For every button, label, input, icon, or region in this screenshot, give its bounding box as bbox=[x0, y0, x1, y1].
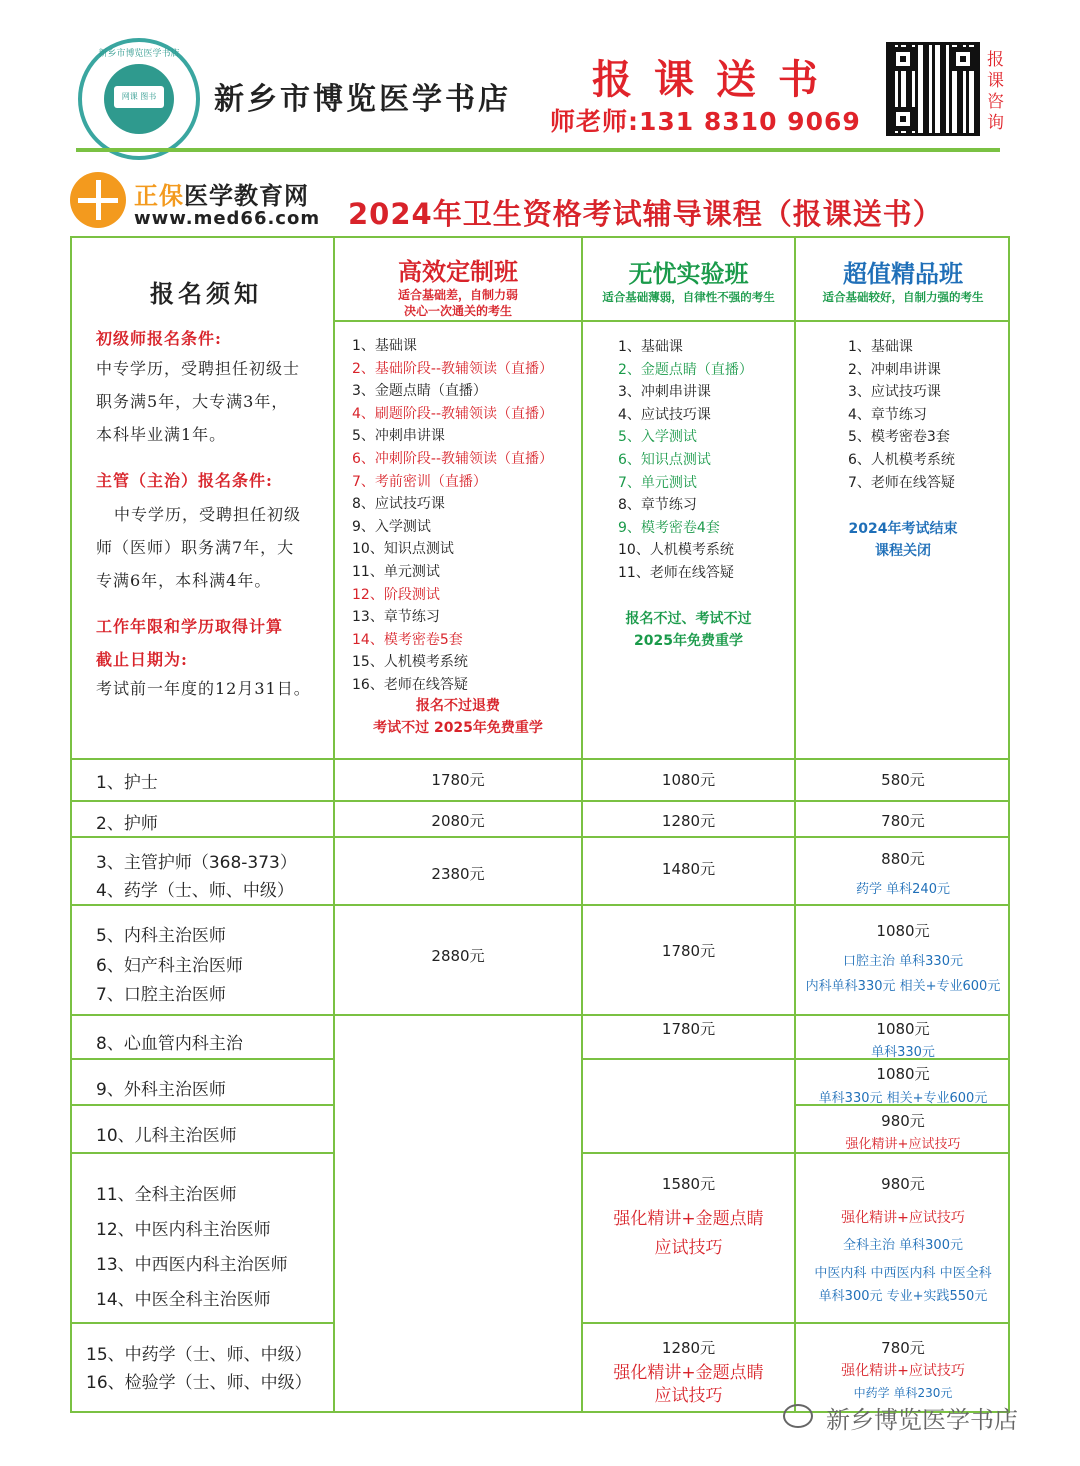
list-item: 11、单元测试 bbox=[352, 563, 440, 580]
row-label: 8、心血管内科主治 bbox=[96, 1034, 243, 1054]
row-label: 13、中西医内科主治医师 bbox=[96, 1255, 288, 1275]
price-cell: 1080元 bbox=[876, 1020, 930, 1038]
price-note: 强化精讲+金题点睛 bbox=[613, 1209, 764, 1229]
notice-senior-text: 中专学历，受聘担任初级 师（医师）职务满7年，大 专满6年，本科满4年。 bbox=[96, 505, 302, 590]
list-item: 10、知识点测试 bbox=[352, 541, 454, 558]
store-name: 新乡市博览医学书店 bbox=[214, 82, 511, 117]
list-item: 2、基础阶段--教辅领读（直播） bbox=[352, 360, 554, 377]
price-note: 口腔主治 单科330元 bbox=[843, 954, 963, 969]
notice-heading-senior: 主管（主治）报名条件: bbox=[96, 471, 273, 490]
row-label: 11、全科主治医师 bbox=[96, 1185, 237, 1205]
list-item: 14、模考密卷5套 bbox=[352, 631, 463, 648]
premium-guarantee: 报名不过退费 考试不过 2025年免费重学 bbox=[373, 698, 543, 736]
price-note: 强化精讲+金题点睛 bbox=[613, 1363, 764, 1383]
price-cell: 2080元 bbox=[431, 812, 485, 830]
list-item: 3、应试技巧课 bbox=[848, 384, 941, 401]
list-item: 2、金题点睛（直播） bbox=[618, 361, 753, 378]
list-item: 7、考前密训（直播） bbox=[352, 473, 487, 490]
list-item: 15、人机模考系统 bbox=[352, 654, 468, 671]
wechat-icon bbox=[783, 1404, 813, 1428]
row-label: 14、中医全科主治医师 bbox=[96, 1290, 271, 1310]
teacher-phone: 师老师:131 8310 9069 bbox=[550, 107, 861, 136]
list-item: 4、应试技巧课 bbox=[618, 406, 711, 423]
row-label: 3、主管护师（368-373） bbox=[96, 853, 297, 873]
value-note: 2024年考试结束 课程关闭 bbox=[848, 521, 958, 559]
price-cell: 980元 bbox=[881, 1175, 925, 1193]
list-item: 3、冲刺串讲课 bbox=[618, 384, 711, 401]
list-item: 3、金题点睛（直播） bbox=[352, 383, 487, 400]
premium-course-list bbox=[352, 335, 553, 697]
price-cell: 780元 bbox=[881, 812, 925, 830]
list-item: 6、冲刺阶段--教辅领读（直播） bbox=[352, 450, 554, 467]
price-cell: 1080元 bbox=[876, 922, 930, 940]
list-item: 12、阶段测试 bbox=[352, 586, 440, 603]
row-label: 16、检验学（士、师、中级） bbox=[86, 1373, 312, 1393]
notice-deadline-heading: 工作年限和学历取得计算 截止日期为: bbox=[96, 617, 284, 669]
qr-code-icon[interactable] bbox=[886, 42, 980, 136]
price-note: 中药学 单科230元 bbox=[853, 1386, 953, 1400]
price-note: 强化精讲+应试技巧 bbox=[841, 1210, 965, 1226]
list-item: 16、老师在线答疑 bbox=[352, 676, 468, 693]
price-note: 药学 单科240元 bbox=[856, 882, 950, 897]
list-item: 13、章节练习 bbox=[352, 609, 440, 626]
bookstore-logo bbox=[78, 38, 200, 160]
promo-slogan: 报课送书 bbox=[592, 56, 840, 103]
price-note: 内科单科330元 相关+专业600元 bbox=[805, 979, 1001, 994]
price-cell: 980元 bbox=[881, 1112, 925, 1130]
row-label: 6、妇产科主治医师 bbox=[96, 956, 243, 976]
price-cell: 1780元 bbox=[661, 1020, 716, 1038]
price-cell: 1080元 bbox=[661, 771, 716, 789]
notice-deadline-text: 考试前一年度的12月31日。 bbox=[96, 679, 311, 698]
brand-url[interactable]: www.med66.com bbox=[134, 208, 321, 229]
price-cell: 880元 bbox=[881, 850, 925, 868]
price-note: 强化精讲+应试技巧 bbox=[845, 1137, 961, 1152]
row-label: 2、护师 bbox=[96, 814, 158, 834]
price-cell: 580元 bbox=[881, 771, 925, 789]
watermark: 新乡博览医学书店 bbox=[826, 1406, 1018, 1434]
price-cell: 1480元 bbox=[661, 860, 716, 878]
list-item: 6、人机模考系统 bbox=[848, 451, 955, 468]
list-item: 9、入学测试 bbox=[352, 518, 431, 535]
list-item: 4、刷题阶段--教辅领读（直播） bbox=[352, 405, 554, 422]
price-note: 单科330元 相关+专业600元 bbox=[818, 1091, 988, 1106]
worryfree-guarantee: 报名不过、考试不过 2025年免费重学 bbox=[625, 611, 752, 649]
price-note: 应试技巧 bbox=[654, 1238, 723, 1258]
logo-ring-text: 新乡市博览医学书店 bbox=[98, 49, 180, 59]
notice-heading-junior: 初级师报名条件: bbox=[96, 329, 222, 348]
price-note: 单科300元 专业+实践550元 bbox=[818, 1289, 988, 1304]
list-item: 7、单元测试 bbox=[618, 474, 697, 491]
brand-name: 正保医学教育网 bbox=[134, 182, 309, 210]
divider bbox=[76, 148, 1000, 152]
list-item: 1、基础课 bbox=[848, 339, 913, 355]
column-header-worryfree: 无忧实验班 适合基础薄弱，自律性不强的考生 bbox=[602, 260, 775, 304]
list-item: 7、老师在线答疑 bbox=[848, 474, 955, 491]
row-label: 9、外科主治医师 bbox=[96, 1080, 226, 1100]
row-label: 10、儿科主治医师 bbox=[96, 1126, 237, 1146]
logo-emblem bbox=[104, 64, 174, 134]
list-item: 1、基础课 bbox=[618, 339, 683, 355]
price-note: 应试技巧 bbox=[654, 1386, 723, 1406]
price-cell: 1780元 bbox=[431, 771, 485, 789]
list-item: 11、老师在线答疑 bbox=[618, 564, 734, 581]
worryfree-course-list bbox=[618, 336, 753, 585]
price-cell: 780元 bbox=[881, 1339, 925, 1357]
column-header-value: 超值精品班 适合基础较好，自制力强的考生 bbox=[822, 260, 984, 304]
column-header-premium: 高效定制班 适合基础差，自制力弱 决心一次通关的考生 bbox=[397, 258, 518, 318]
row-label: 15、中药学（士、师、中级） bbox=[86, 1345, 312, 1365]
price-cell: 1280元 bbox=[661, 1339, 716, 1357]
row-label: 4、药学（士、师、中级） bbox=[96, 881, 294, 901]
page-title: 2024年卫生资格考试辅导课程（报课送书） bbox=[348, 197, 943, 231]
list-item: 8、章节练习 bbox=[618, 497, 697, 514]
price-note: 中医内科 中西医内科 中医全科 bbox=[814, 1266, 992, 1281]
qr-label: 报课咨询 bbox=[987, 50, 1004, 133]
list-item: 6、知识点测试 bbox=[618, 451, 711, 468]
price-cell: 1280元 bbox=[661, 812, 716, 830]
row-label: 12、中医内科主治医师 bbox=[96, 1220, 271, 1240]
price-cell: 1780元 bbox=[661, 942, 716, 960]
price-cell: 1580元 bbox=[661, 1175, 716, 1193]
price-cell: 1080元 bbox=[876, 1065, 930, 1083]
list-item: 4、章节练习 bbox=[848, 406, 927, 423]
list-item: 5、入学测试 bbox=[618, 429, 697, 446]
list-item: 10、人机模考系统 bbox=[618, 542, 734, 559]
list-item: 5、冲刺串讲课 bbox=[352, 428, 445, 445]
list-item: 8、应试技巧课 bbox=[352, 496, 445, 513]
row-label: 1、护士 bbox=[96, 773, 158, 793]
logo-book-icon: 网课 图书 bbox=[114, 86, 164, 108]
notice-title: 报名须知 bbox=[150, 279, 262, 308]
value-course-list bbox=[848, 336, 955, 494]
list-item: 9、模考密卷4套 bbox=[618, 519, 720, 536]
row-label: 7、口腔主治医师 bbox=[96, 985, 226, 1005]
notice-junior-text: 中专学历，受聘担任初级士 职务满5年，大专满3年， 本科毕业满1年。 bbox=[96, 359, 301, 444]
row-label: 5、内科主治医师 bbox=[96, 926, 226, 946]
price-cell: 2880元 bbox=[431, 947, 485, 965]
chinaacc-logo-icon bbox=[70, 172, 126, 228]
price-cell: 2380元 bbox=[431, 865, 485, 883]
price-note: 单科330元 bbox=[871, 1045, 935, 1060]
list-item: 1、基础课 bbox=[352, 338, 417, 354]
price-note: 强化精讲+应试技巧 bbox=[841, 1363, 965, 1379]
price-note: 全科主治 单科300元 bbox=[843, 1238, 963, 1253]
list-item: 5、模考密卷3套 bbox=[848, 429, 950, 446]
list-item: 2、冲刺串讲课 bbox=[848, 361, 941, 378]
